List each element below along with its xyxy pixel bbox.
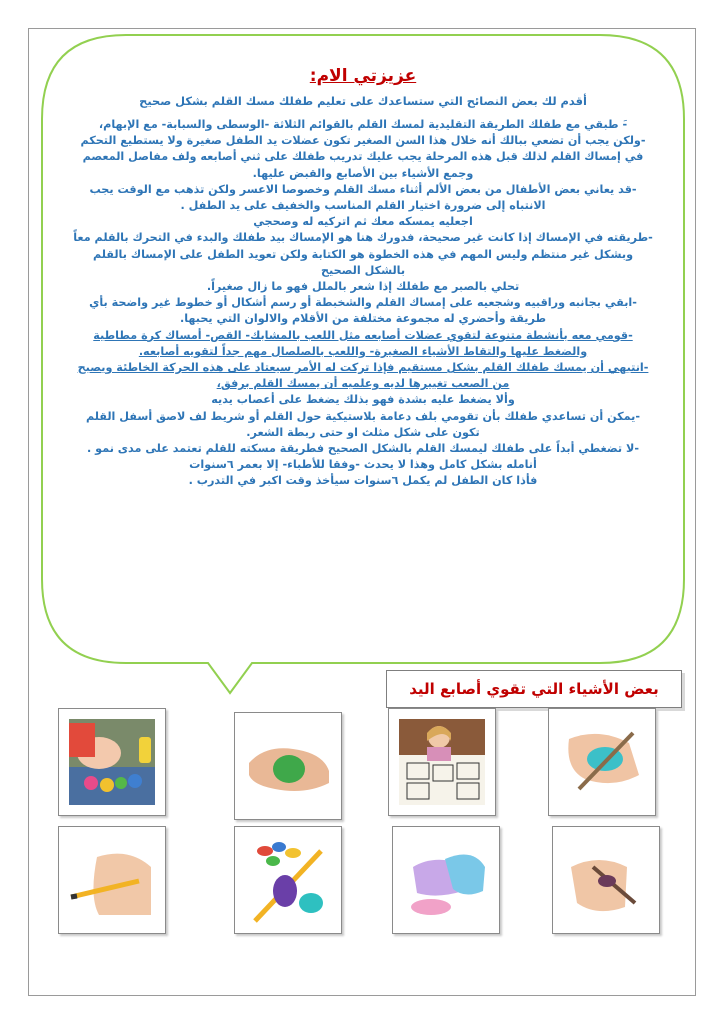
- hand-pencil-grip-writing-photo-icon: [552, 826, 660, 934]
- tip-paragraph: -طريقته في الإمساك إذا كانت غير صحيحة، فدورك هنا هو الإمساك بيد طفلك والبدء في التحرك بالقلم معاً: [73, 231, 653, 245]
- tip-paragraph: -َ طبقي مع طفلك الطريقة التقليدية لمسك القلم بالقوائم الثلاثة -الوسطى والسبابة- مع الإبهام،: [98, 118, 628, 131]
- tip-paragraph: -يمكن أن تساعدي طفلك بأن تقومي بلف دعامة بلاستيكية حول القلم أو شريط لف لاصق أسفل القلم تكون على شكل مثلث او حتى ربطة الشعر.: [85, 409, 641, 439]
- tip-paragraph: -انتبهي أن يمسك طفلك القلم بشكل مستقيم فإذا تركت له الأمر سيعتاد على هذه الحركة الخاطئة ويصبح من الصعب تغييرها لديه وعلميه أن يمسك القلم برفق،: [77, 361, 649, 391]
- hand-squeezing-ball-photo-icon: [234, 712, 342, 820]
- speech-bubble: [40, 33, 686, 695]
- letter-intro: أقدم لك بعض النصائح التي ستساعدك على تعليم طفلك مسك القلم بشكل صحيح: [139, 94, 587, 108]
- tip-paragraph: وألا يضغط عليه بشدة فهو بذلك يضغط على أعصاب يديه: [211, 393, 515, 407]
- tip-paragraph: تحلي بالصبر مع طفلك إذا شعر بالملل فهو ما زال صغيراً.: [206, 280, 520, 294]
- pencil-grips-collection-photo-icon: [234, 826, 342, 934]
- tip-paragraph: -قد يعاني بعض الأطفال من بعض الألم أثناء مسك القلم وخصوصا الاعسر ولكن تذهب مع الوقت يجب الانتباه إلى ضرورة اختيار القلم المناسب والخفيف على يد الطفل .: [89, 182, 637, 213]
- tip-paragraph: -لا تضغطي أبداً على طفلك ليمسك القلم بالشكل الصحيح فطريقة مسكته للقلم تعتمد على مدى نمو . أنامله بشكل كامل وهذا لا يحدث -وفقا للأطباء- إلا بعمر ٦سنوات: [87, 442, 639, 472]
- child-hand-holding-pencil-photo-icon: [58, 826, 166, 934]
- tip-paragraph: فأذا كان الطفل لم يكمل ٦سنوات سيأخذ وقت اكبر في التدرب .: [188, 474, 538, 488]
- section-heading-box: [386, 670, 682, 708]
- tip-paragraph: وبشكل غير منتظم وليس المهم في هذه الخطوة هو الكتابة ولكن تعويد الطفل على الإمساك بالقلم بالشكل الصحيح: [92, 247, 634, 277]
- letter-body: [72, 65, 654, 490]
- pencil-grip-hand-photo-icon: [548, 708, 656, 816]
- tip-paragraph: -ولكن يجب أن تضعي ببالك أنه خلال هذا السن الصغير تكون عضلات يد الطفل صغيرة ولا يستطيع التحكم في إمساك القلم لذلك قبل هذه المرحلة يجب عليك تدريب طفلك على ثني أصابعه ولف مفاصل المعصم وجمع الأشياء بين الأصابع والقبض عليها.: [80, 134, 646, 180]
- child-playing-clay-photo-icon: [58, 708, 166, 816]
- tip-paragraph: -قومي معه بأنشطة متنوعة لتقوي عضلات أصابعه مثل اللعب بالمشابك- القص- أمساك كرة مطاطية والضغط عليها والتقاط الأشياء الصغيرة- واللعب بالصلصال مهم جداً لتقويه أصابعه.: [93, 328, 633, 358]
- letter-title: عزيزتي الام:: [309, 66, 417, 86]
- tip-paragraph: -ابقي بجانبه وراقبيه وشجعيه على إمساك القلم والشخبطة أو رسم أشكال أو خطوط غير واضحة بأي طريقة وأحضري له مجموعة مختلفة من الأقلام والالوان التي يحبها.: [89, 296, 637, 326]
- purple-pencil-grip-photo-icon: [392, 826, 500, 934]
- child-drawing-worksheet-photo-icon: [388, 708, 496, 816]
- tip-paragraph: اجعليه يمسكه معك ثم اتركيه له وصحجي: [253, 215, 473, 229]
- section-heading: بعض الأشياء التي تقوي أصابع اليد: [409, 680, 659, 698]
